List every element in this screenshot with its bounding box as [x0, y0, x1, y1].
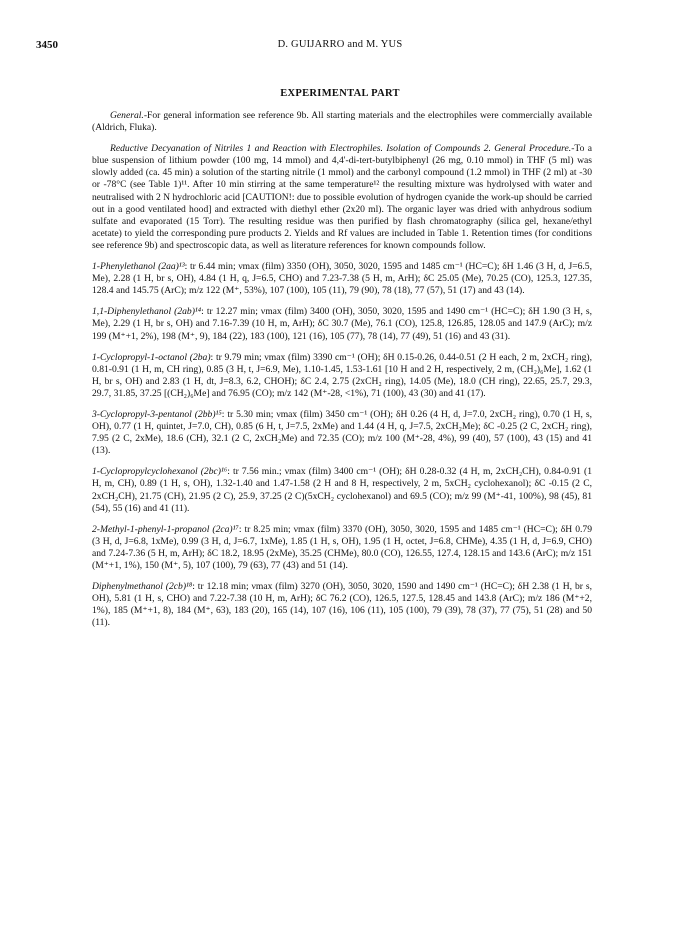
- paragraph-general: [92, 110, 592, 134]
- compound-data: : tr 12.18 min; νmax (film) 3270 (OH), 3050, 3020, 1590 and 1490 cm⁻¹ (HC=C); δH 2.38 (1 H, br s, OH), 5.81 (1 H, s, CHO) and 7.22-7.38 (10 H, m, ArH); δC 76.2 (CO), 126.5, 127.5, 128.45 and 143.8 (ArC); m/z 186 (M⁺+2, 1%), 185 (M⁺+1, 8), 184 (M⁺, 63), 183 (20), 165 (14), 107 (16), 106 (11), 105 (100), 79 (39), 78 (37), 77 (75), 51 (28) and 50 (11).: [92, 581, 592, 629]
- general-label: General.: [110, 110, 144, 121]
- compound-name: 1,1-Diphenylethanol (2ab)¹⁴: [92, 306, 202, 318]
- compound-data: : tr 7.56 min.; νmax (film) 3400 cm⁻¹ (OH); δH 0.28-0.32 (4 H, m, 2xCH₂CH), 0.84-0.91 (1 H, m, CH), 0.89 (1 H, s, OH), 1.32-1.40 and 1.47-1.58 (2 H and 8 H, respectively, 2 m, 5xCH₂ cyclohexanol); δC -0.15 (2 C, 2xCH₂CH), 21.75 (CH), 21.95 (2 C), 25.9, 37.25 (2 C)(5xCH₂ cyclohexanol) and 69.5 (CO); m/z 99 (M⁺-41, 100%), 98 (45), 81 (54), 55 (16) and 41 (11).: [92, 466, 592, 514]
- compound-name: 1-Phenylethanol (2aa)¹³: [92, 261, 185, 273]
- compound-entry: [92, 524, 592, 572]
- compound-name: 2-Methyl-1-phenyl-1-propanol (2ca)¹⁷: [92, 523, 239, 535]
- compound-data: : tr 8.25 min; νmax (film) 3370 (OH), 3050, 3020, 1595 and 1485 cm⁻¹ (HC=C); δH 0.79 (3 H, d, J=6.8, 1xMe), 0.99 (3 H, d, J=6.7, 1xMe), 1.85 (1 H, s, OH), 1.95 (1 H, octet, J=6.8, CHMe), 4.35 (1 H, d, J=6.9, CHO) and 7.24-7.36 (5 H, m, ArH); δC 18.2, 18.95 (2xMe), 35.25 (CHMe), 80.0 (CO), 126.55, 127.4, 128.15 and 143.6 (ArC); m/z 151 (M⁺+1, 1%), 150 (M⁺, 5), 107 (100), 79 (63), 77 (43) and 51 (14).: [92, 523, 593, 571]
- compound-name: Diphenylmethanol (2cb)¹⁸: [92, 581, 193, 593]
- section-heading: EXPERIMENTAL PART: [280, 88, 400, 99]
- compound-entry: [92, 261, 592, 297]
- compound-name: 1-Cyclopropylcyclohexanol (2bc)¹⁶: [92, 466, 228, 478]
- compound-entry: [92, 409, 592, 457]
- compound-entry: [92, 581, 592, 629]
- compound-name: 3-Cyclopropyl-3-pentanol (2bb)¹⁵: [92, 408, 222, 420]
- general-text: -For general information see reference 9b. All starting materials and the electrophiles were commercially available (Aldrich, Fluka).: [92, 110, 592, 134]
- body-text: [92, 110, 592, 638]
- procedure-text: -To a blue suspension of lithium powder (100 mg, 14 mmol) and 4,4'-di-tert-butylbiphenyl (26 mg, 0.10 mmol) in THF (5 ml) was slowly added (ca. 45 min) a solution of the starting nitrile (1 mmol) and the carbonyl compound (1.2 mmol) in THF (2 ml) at -30 or -78°C (see Table 1)¹¹. After 10 min stirring at the same temperature¹² the resulting mixture was hydrolysed with water and neutralised with 2 N hydrochloric acid [CAUTION!: due to possible evolution of hydrogen cyanide the work-up should be carried out in a good ventilated hood] and extracted with diethyl ether (2x20 ml). The organic layer was dried with anhydrous sodium sulfate and evaporated (15 Torr). The resulting residue was then purified by flash chromatography (silica gel, hexane/ethyl acetate) to yield the corresponding pure products 2. Yields and Rf values are included in Table 1. Retention times (for conditions see reference 9b) and spectroscopic data, as well as literature references for known compounds follow.: [92, 143, 592, 251]
- compound-name: 1-Cyclopropyl-1-octanol (2ba): [92, 351, 211, 363]
- compound-entry: [92, 306, 592, 342]
- compound-entry: [92, 352, 592, 400]
- procedure-label: Reductive Decyanation of Nitriles 1 and Reaction with Electrophiles. Isolation of Compounds 2. General Procedure.: [110, 143, 572, 155]
- compound-entry: [92, 466, 592, 514]
- page-number: 3450: [36, 39, 58, 51]
- compound-data: : tr 5.30 min; νmax (film) 3450 cm⁻¹ (OH); δH 0.26 (4 H, d, J=7.0, 2xCH₂ ring), 0.70 (1 H, s, OH), 0.77 (1 H, quintet, J=7.0, CH), 0.85 (6 H, t, J=7.5, 2xMe) and 1.44 (4 H, q, J=7.5, 2xCH₂Me); δC -0.25 (2 C, 2xCH₂ ring), 7.95 (2 C, 2xMe), 18.6 (CH), 32.1 (2 C, 2xCH₂Me) and 72.35 (CO); m/z 100 (M⁺-28, 4%), 99 (40), 57 (100), 43 (15) and 41 (13).: [92, 408, 592, 457]
- compound-data: : tr 12.27 min; νmax (film) 3400 (OH), 3050, 3020, 1595 and 1490 cm⁻¹ (HC=C); δH 1.90 (3 H, s, Me), 2.29 (1 H, br s, OH) and 7.16-7.39 (10 H, m, ArH); δC 30.7 (Me), 76.1 (CO), 125.8, 126.85, 128.05 and 147.9 (ArC); m/z 199 (M⁺+1, 2%), 198 (M⁺, 9), 184 (22), 183 (100), 121 (16), 105 (77), 78 (14), 77 (49), 51 (16) and 43 (31).: [92, 306, 592, 342]
- compound-data: : tr 6.44 min; νmax (film) 3350 (OH), 3050, 3020, 1595 and 1485 cm⁻¹ (HC=C); δH 1.46 (3 H, d, J=6.5, Me), 2.28 (1 H, br s, OH), 4.84 (1 H, q, J=6.5, CHO) and 7.23-7.38 (5 H, m, ArH); δC 25.05 (Me), 70.25 (CO), 125.3, 127.35, 128.4 and 145.75 (ArC); m/z 122 (M⁺, 53%), 107 (100), 105 (11), 79 (90), 78 (18), 77 (57), 51 (17) and 43 (14).: [92, 261, 592, 297]
- compound-data: : tr 9.79 min; νmax (film) 3390 cm⁻¹ (OH); δH 0.15-0.26, 0.44-0.51 (2 H each, 2 m, 2xCH₂ ring), 0.81-0.91 (1 H, m, CH ring), 0.85 (3 H, t, J=6.9, Me), 1.10-1.45, 1.53-1.61 [10 H and 2 H, respectively, 2 m, (CH₂)₆Me], 1.62 (1 H, br s, OH) and 2.83 (1 H, dt, J=8.3, 6.2, CHOH); δC 2.4, 2.75 (2xCH₂ ring), 14.05 (Me), 18.0 (CH ring), 22.65, 25.7, 29.3, 29.7, 31.85, 37.25 [(CH₂)₆Me] and 76.95 (CO); m/z 142 (M⁺-28, <1%), 71 (100), 43 (30) and 41 (17).: [92, 351, 592, 399]
- paragraph-procedure: [92, 143, 592, 252]
- running-head: D. GUIJARRO and M. YUS: [277, 39, 403, 50]
